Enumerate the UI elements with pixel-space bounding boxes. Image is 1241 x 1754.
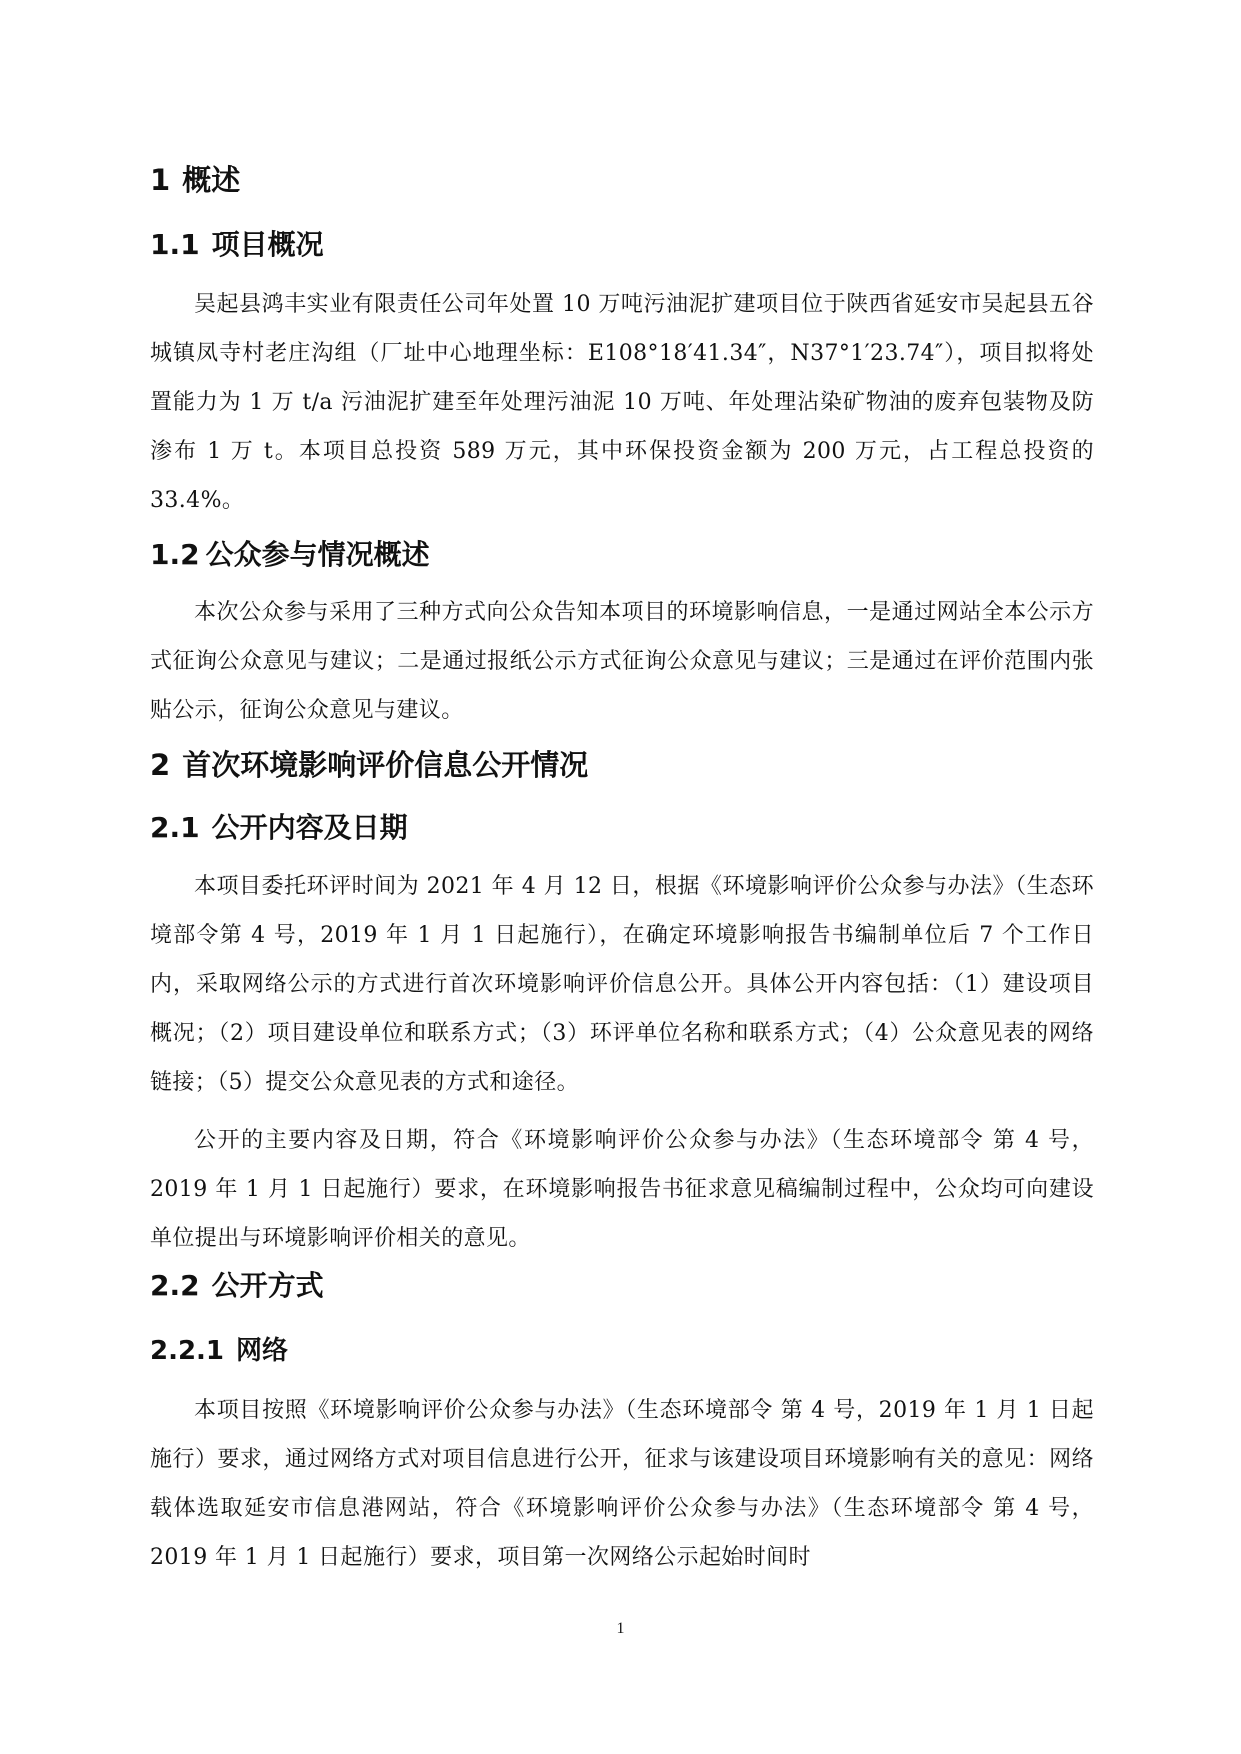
heading-title: 公开方式 xyxy=(211,1269,324,1302)
heading-title: 项目概况 xyxy=(211,228,324,261)
paragraph-disclosure-compliance: 公开的主要内容及日期，符合《环境影响评价公众参与办法》（生态环境部令 第 4 号，2019 年 1 月 1 日起施行）要求，在环境影响报告书征求意见稿编制过程中，公众均可向建设单位提出与环境影响评价相关的意见。 xyxy=(150,1128,1094,1251)
heading-section-2-1 xyxy=(150,808,408,848)
heading-section-1-1 xyxy=(150,225,324,265)
heading-number: 2 xyxy=(150,748,171,782)
heading-number: 1.1 xyxy=(150,228,200,261)
heading-number: 2.2 xyxy=(150,1269,200,1302)
heading-section-2-2 xyxy=(150,1266,324,1306)
heading-number: 1 xyxy=(150,163,171,197)
page-number: 1 xyxy=(616,1620,625,1637)
heading-number: 2.1 xyxy=(150,811,200,844)
heading-number: 2.2.1 xyxy=(150,1336,225,1366)
heading-title: 首次环境影响评价信息公开情况 xyxy=(182,748,589,782)
heading-title: 公开内容及日期 xyxy=(211,811,408,844)
paragraph-public-participation: 本次公众参与采用了三种方式向公众告知本项目的环境影响信息，一是通过网站全本公示方式征询公众意见与建议；二是通过报纸公示方式征询公众意见与建议；三是通过在评价范围内张贴公示，征询公众意见与建议。 xyxy=(150,600,1094,723)
heading-section-2-2-1 xyxy=(150,1332,288,1370)
heading-number: 1.2 xyxy=(150,538,200,571)
heading-section-1-2 xyxy=(150,535,430,575)
paragraph-network-disclosure: 本项目按照《环境影响评价公众参与办法》（生态环境部令 第 4 号，2019 年 1 月 1 日起施行）要求，通过网络方式对项目信息进行公开，征求与该建设项目环境影响有关的意见：网络载体选取延安市信息港网站，符合《环境影响评价公众参与办法》（生态环境部令 第 4 号，2019 年 1 月 1 日起施行）要求，项目第一次网络公示起始时间时 xyxy=(150,1398,1094,1570)
heading-section-2 xyxy=(150,745,588,785)
heading-title: 网络 xyxy=(236,1336,289,1366)
paragraph-project-overview: 吴起县鸿丰实业有限责任公司年处置 10 万吨污油泥扩建项目位于陕西省延安市吴起县五谷城镇凤寺村老庄沟组（厂址中心地理坐标：E108°18′41.34″，N37°1′23.74″），项目拟将处置能力为 1 万 t/a 污油泥扩建至年处理污油泥 10 万吨、年处理沾染矿物油的废弃包装物及防渗布 1 万 t。本项目总投资 589 万元，其中环保投资金额为 200 万元，占工程总投资的 33.4%。 xyxy=(150,292,1094,513)
heading-title: 概述 xyxy=(182,163,241,197)
heading-section-1 xyxy=(150,160,240,200)
paragraph-disclosure-content: 本项目委托环评时间为 2021 年 4 月 12 日，根据《环境影响评价公众参与办法》（生态环境部令第 4 号，2019 年 1 月 1 日起施行），在确定环境影响报告书编制单位后 7 个工作日内，采取网络公示的方式进行首次环境影响评价信息公开。具体公开内容包括：（1）建设项目概况；（2）项目建设单位和联系方式；（3）环评单位名称和联系方式；（4）公众意见表的网络链接；（5）提交公众意见表的方式和途径。 xyxy=(150,874,1094,1095)
heading-title: 公众参与情况概述 xyxy=(205,538,430,571)
